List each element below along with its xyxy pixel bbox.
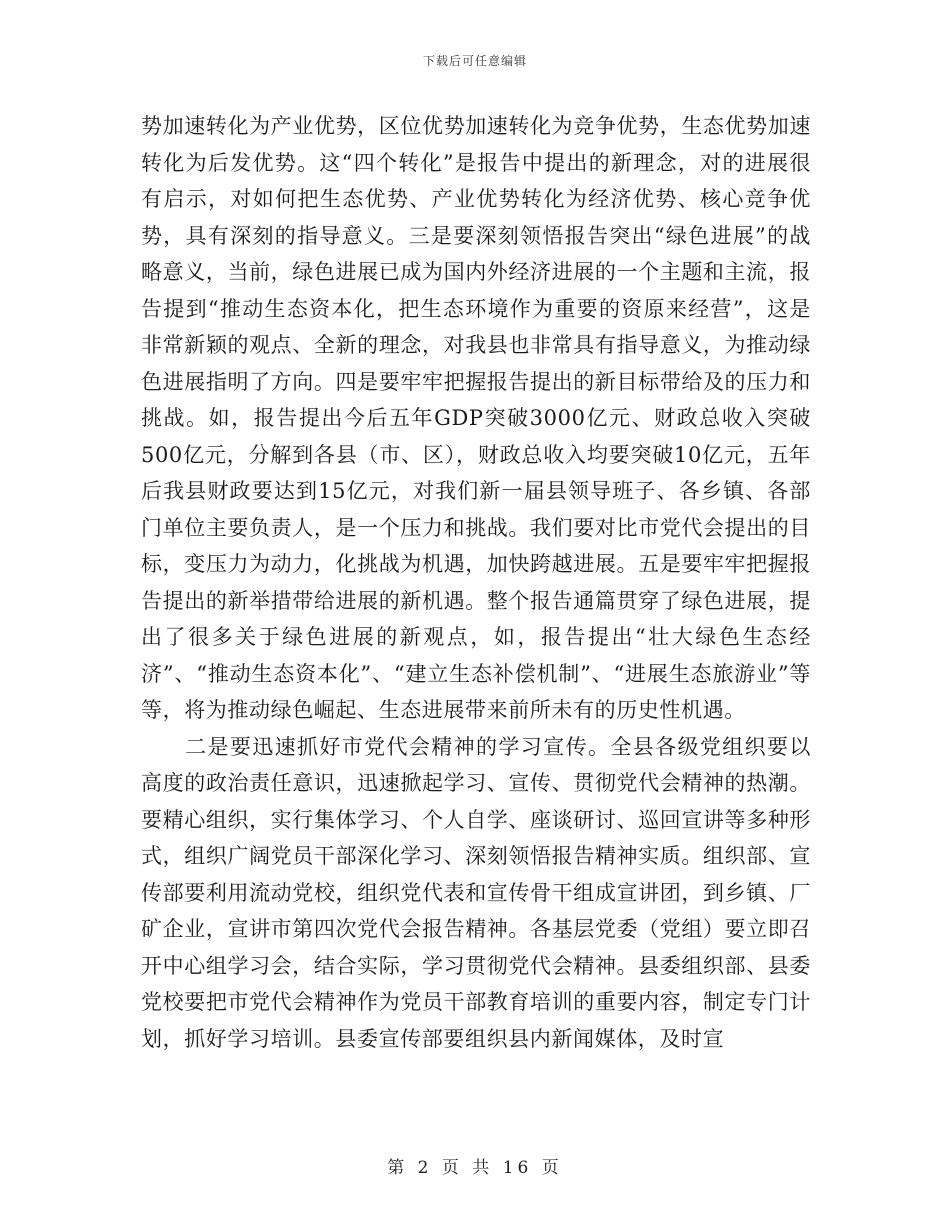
page-header: 下载后可任意编辑 — [422, 54, 527, 68]
page-footer: 第 2 页 共 16 页 — [387, 1158, 563, 1178]
paragraph-continued: 势加速转化为产业优势，区位优势加速转化为竞争优势，生态优势加速转化为后发优势。这“四个转化”是报告中提出的新理念，对的进展很有启示，对如何把生态优势、产业优势转化为经济优势、核心竞争优势，具有深刻的指导意义。三是要深刻领悟报告突出“绿色进展”的战略意义，当前，绿色进展已成为国内外经济进展的一个主题和主流，报告提到“推动生态资本化，把生态环境作为重要的资原来经营”，这是非常新颖的观点、全新的理念，对我县也非常具有指导意义，为推动绿色进展指明了方向。四是要牢牢把握报告提出的新目标带给及的压力和挑战。如，报告提出今后五年GDP突破3000亿元、财政总收入突破500亿元，分解到各县（市、区），财政总收入均要突破10亿元，五年后我县财政要达到15亿元，对我们新一届县领导班子、各乡镇、各部门单位主要负责人，是一个压力和挑战。我们要对比市党代会提出的目标，变压力为动力，化挑战为机遇，加快跨越进展。五是要牢牢把握报告提出的新举措带给进展的新机遇。整个报告通篇贯穿了绿色进展，提出了很多关于绿色进展的新观点，如，报告提出“壮大绿色生态经济”、“推动生态资本化”、“建立生态补偿机制”、“进展生态旅游业”等等，将为推动绿色崛起、生态进展带来前所未有的历史性机遇。 — [141, 114, 811, 722]
document-body — [141, 108, 811, 1057]
paragraph-second-point: 二是要迅速抓好市党代会精神的学习宣传。全县各级党组织要以高度的政治责任意识，迅速掀起学习、宣传、贯彻党代会精神的热潮。要精心组织，实行集体学习、个人自学、座谈研讨、巡回宣讲等多种形式，组织广阔党员干部深化学习、深刻领悟报告精神实质。组织部、宣传部要利用流动党校，组织党代表和宣传骨干组成宣讲团，到乡镇、厂矿企业，宣讲市第四次党代会报告精神。各基层党委（党组）要立即召开中心组学习会，结合实际，学习贯彻党代会精神。县委组织部、县委党校要把市党代会精神作为党员干部教育培训的重要内容，制定专门计划，抓好学习培训。县委宣传部要组织县内新闻媒体，及时宣 — [141, 734, 811, 1051]
